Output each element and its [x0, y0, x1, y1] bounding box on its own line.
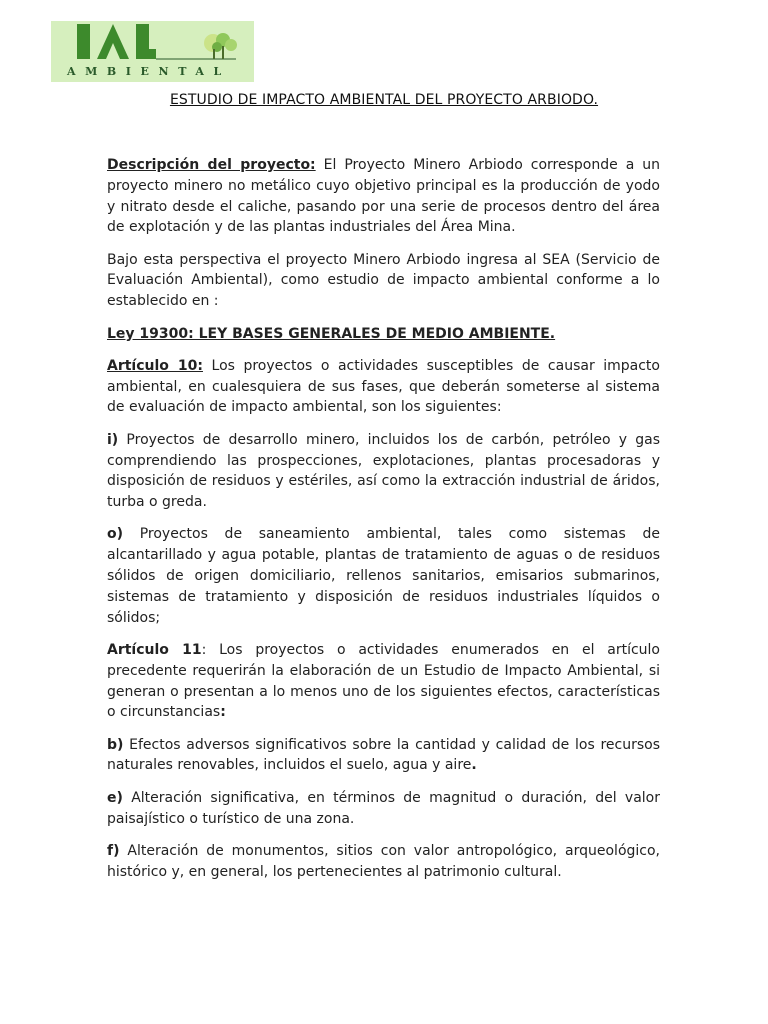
text-item-e: Alteración significativa, en términos de magnitud o duración, del valor paisajístico o turístico de una zona. — [107, 789, 660, 827]
paragraph-perspective — [107, 250, 660, 312]
label-article-10: Artículo 10: — [107, 357, 203, 374]
text-description: El Proyecto Minero Arbiodo corresponde a un proyecto minero no metálico cuyo objetivo principal es la producción de yodo y nitrato desde el caliche, pasando por una serie de procesos dentro del área de explotación y de las plantas industriales del Área Mina. — [107, 157, 660, 236]
label-article-11: Artículo 11 — [107, 641, 202, 658]
paragraph-item-b — [107, 735, 660, 777]
text-item-f: Alteración de monumentos, sitios con valor antropológico, arqueológico, histórico y, en general, los pertenecientes al patrimonio cultural. — [107, 842, 660, 880]
logo-subtext: AMBIENTAL — [67, 65, 231, 78]
paragraph-law-heading — [107, 324, 660, 345]
document-body — [107, 155, 660, 894]
text-article-11: : Los proyectos o actividades enumerados en el artículo precedente requerirán la elaboración de un Estudio de Impacto Ambiental, si generan o presentan a lo menos uno de los siguientes efectos, características o circunstancias — [107, 641, 660, 721]
suffix-item-b: . — [471, 757, 477, 774]
label-item-b: b) — [107, 736, 124, 753]
paragraph-article-10 — [107, 356, 660, 418]
text-item-b: Efectos adversos significativos sobre la cantidad y calidad de los recursos naturales renovables, incluidos el suelo, agua y aire — [107, 736, 660, 774]
paragraph-item-f — [107, 841, 660, 883]
text-item-o: Proyectos de saneamiento ambiental, tales como sistemas de alcantarillado y agua potable, plantas de tratamiento de aguas o de residuos sólidos de origen domiciliario, rellenos sanitarios, emisarios submarinos, sistemas de tratamiento y disposición de residuos industriales líquidos o sólidos; — [107, 526, 660, 626]
law-heading: Ley 19300: LEY BASES GENERALES DE MEDIO AMBIENTE. — [107, 325, 556, 342]
label-item-f: f) — [107, 842, 120, 859]
paragraph-item-i — [107, 430, 660, 513]
text-item-i: Proyectos de desarrollo minero, incluidos los de carbón, petróleo y gas comprendiendo las prospecciones, explotaciones, plantas procesadoras y disposición de residuos y estériles, así como la extracción industrial de áridos, turba o greda. — [107, 431, 660, 511]
company-logo — [51, 21, 254, 82]
document-title: ESTUDIO DE IMPACTO AMBIENTAL DEL PROYECTO ARBIODO. — [169, 92, 599, 108]
suffix-article-11: : — [220, 704, 226, 721]
label-item-o: o) — [107, 526, 124, 543]
label-item-i: i) — [107, 431, 119, 448]
paragraph-description — [107, 155, 660, 238]
paragraph-item-o — [107, 524, 660, 628]
paragraph-article-11 — [107, 640, 660, 723]
label-description: Descripción del proyecto: — [107, 157, 316, 173]
paragraph-item-e — [107, 788, 660, 830]
text-perspective: Bajo esta perspectiva el proyecto Minero Arbiodo ingresa al SEA (Servicio de Evaluación Ambiental), como estudio de impacto ambiental conforme a lo establecido en : — [107, 251, 660, 310]
text-article-10: Los proyectos o actividades susceptibles de causar impacto ambiental, en cualesquiera de sus fases, que deberán someterse al sistema de evaluación de impacto ambiental, son los siguientes: — [107, 357, 660, 416]
label-item-e: e) — [107, 789, 123, 806]
